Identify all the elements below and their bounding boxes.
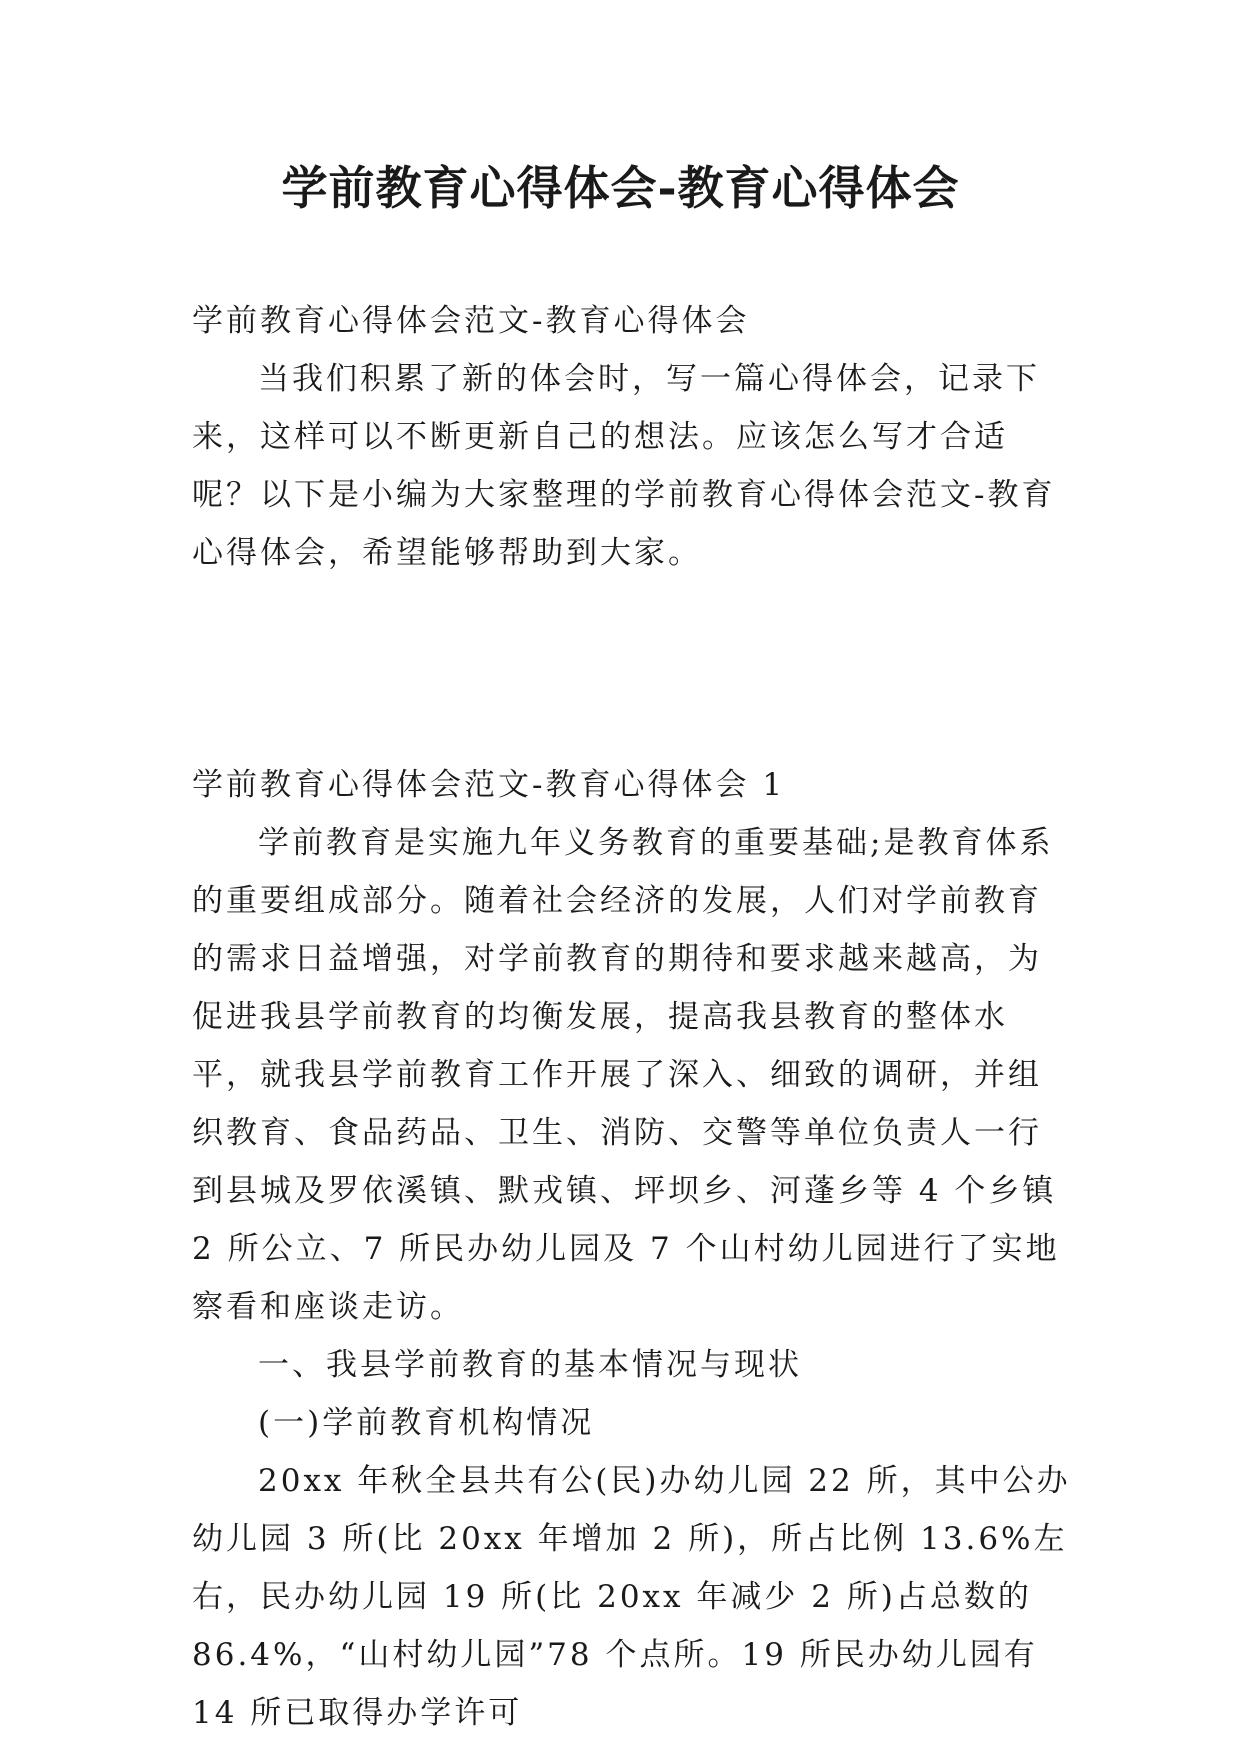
section-heading: 学前教育心得体会范文-教育心得体会 1 xyxy=(192,767,786,803)
body-paragraph-1: 学前教育是实施九年义务教育的重要基础;是教育体系的重要组成部分。随着社会经济的发展，人们对学前教育的需求日益增强，对学前教育的期待和要求越来越高，为促进我县学前教育的均衡发展，提高我县教育的整体水平，就我县学前教育工作开展了深入、细致的调研，并组织教育、食品药品、卫生、消防、交警等单位负责人一行到县城及罗依溪镇、默戎镇、坪坝乡、河蓬乡等 4 个乡镇 2 所公立、7 所民办幼儿园及 7 个山村幼儿园进行了实地察看和座谈走访。 xyxy=(192,825,1060,1325)
heading-institutions: (一)学前教育机构情况 xyxy=(258,1405,595,1441)
document-subtitle: 学前教育心得体会范文-教育心得体会 xyxy=(192,303,750,339)
document-title: 学前教育心得体会-教育心得体会 xyxy=(281,161,960,215)
heading-basic-situation: 一、我县学前教育的基本情况与现状 xyxy=(258,1347,802,1383)
document-body xyxy=(192,292,1072,1742)
intro-paragraph: 当我们积累了新的体会时，写一篇心得体会，记录下来，这样可以不断更新自己的想法。应该怎么写才合适呢？以下是小编为大家整理的学前教育心得体会范文-教育心得体会，希望能够帮助到大家。 xyxy=(192,361,1056,571)
section-spacer xyxy=(192,582,1072,756)
body-paragraph-2: 20xx 年秋全县共有公(民)办幼儿园 22 所，其中公办幼儿园 3 所(比 20xx 年增加 2 所)，所占比例 13.6%左右，民办幼儿园 19 所(比 20xx 年减少 2 所)占总数的 86.4%，“山村幼儿园”78 个点所。19 所民办幼儿园有 14 所已取得办学许可 xyxy=(192,1463,1071,1731)
